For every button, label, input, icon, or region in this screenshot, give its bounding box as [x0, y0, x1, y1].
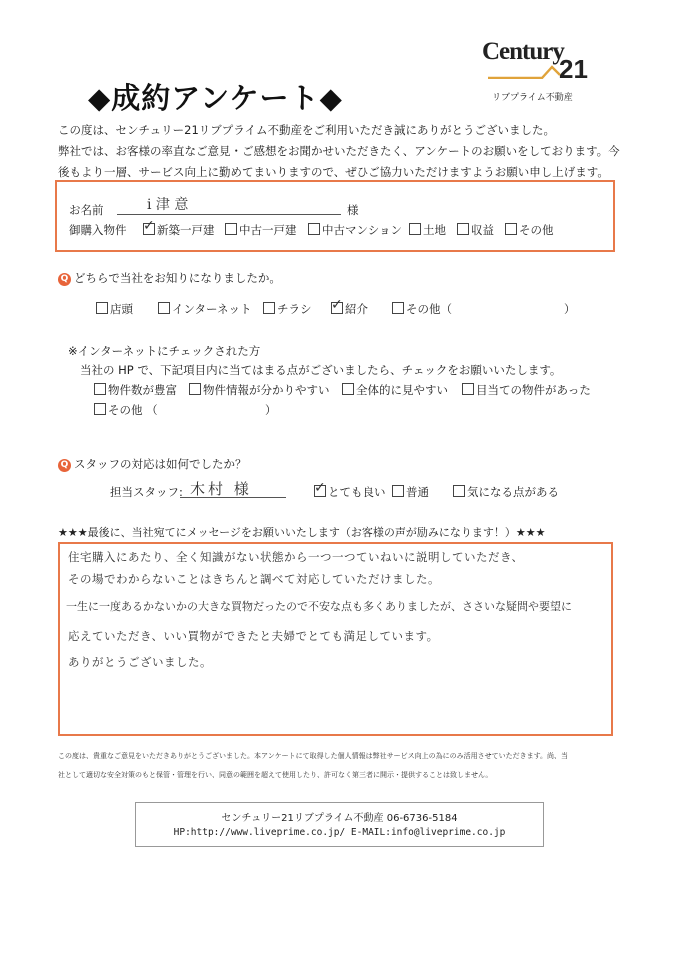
intro-line: 後もより一層、サービス向上に勤めてまいりますので、ぜひご協力いただけますようお願い申し上げます。: [58, 165, 609, 179]
property-option-other[interactable]: その他: [505, 222, 554, 238]
checkbox-icon[interactable]: [94, 403, 106, 415]
checkbox-icon[interactable]: [189, 383, 201, 395]
name-label: お名前: [69, 203, 104, 217]
property-option-used-mansion[interactable]: 中古マンション: [308, 222, 402, 238]
intro-line: この度は、センチュリー21リブプライム不動産をご利用いただき誠にありがとうございました。: [58, 123, 555, 137]
checkbox-icon[interactable]: [158, 302, 170, 314]
q2-question: Q スタッフの対応は如何でしたか？: [58, 456, 247, 472]
footnote-line: 社として適切な安全対策のもと保管・管理を行い、同意の範囲を超えて使用したり、許可なく第三者に開示・提供することは致しません。: [58, 771, 493, 779]
intro-line: 弊社では、お客様の率直なご意見・ご感想をお聞かせいただきたく、アンケートのお願いをしております。今: [58, 144, 620, 158]
customer-info-box: [55, 180, 615, 252]
contact-company-phone: センチュリー21リブプライム不動産 06-6736-5184: [221, 813, 458, 824]
message-line: その場でわからないことはきちんと調べて対応していただけました。: [68, 572, 440, 586]
checkbox-icon[interactable]: [462, 383, 474, 395]
staff-name-handwritten[interactable]: 木村 様: [190, 480, 252, 498]
checkbox-checked-icon[interactable]: [314, 485, 326, 497]
century21-logo: [478, 38, 598, 102]
name-underline: [117, 214, 341, 215]
checkbox-icon[interactable]: [96, 302, 108, 314]
q1-other-close: ）: [564, 302, 576, 316]
contact-box: [135, 802, 544, 847]
checkbox-icon[interactable]: [342, 383, 354, 395]
message-line: 一生に一度あるかないかの大きな買物だったので不安な点も多くありましたが、ささいな疑問や要望に: [66, 600, 572, 613]
internet-option-found-target[interactable]: 目当ての物件があった: [462, 382, 591, 398]
logo-tagline: リブプライム不動産: [492, 93, 573, 103]
internet-option-easy-to-see[interactable]: 全体的に見やすい: [342, 382, 448, 398]
internet-instruction: 当社の HP で、下記項目内に当てはまる点がございましたら、チェックをお願いいたします。: [80, 363, 562, 377]
property-option-new-house[interactable]: ✓ 新築一戸建: [143, 222, 215, 238]
checkbox-icon[interactable]: [392, 485, 404, 497]
property-label: 御購入物件: [69, 223, 127, 237]
checkbox-icon[interactable]: [308, 223, 320, 235]
q2-option-concern[interactable]: 気になる点がある: [453, 484, 559, 500]
privacy-footnote: [58, 747, 628, 785]
checkbox-checked-icon[interactable]: [331, 302, 343, 314]
property-option-land[interactable]: 土地: [409, 222, 446, 238]
logo-brand-word: Century: [482, 38, 564, 65]
question-icon: Q: [58, 459, 71, 472]
message-line: 応えていただき、いい買物ができたと夫婦でとても満足しています。: [68, 629, 439, 643]
question-icon: Q: [58, 273, 71, 286]
staff-label: 担当スタッフ:: [110, 485, 183, 499]
q2-option-very-good[interactable]: ✓ とても良い: [314, 484, 386, 500]
page-title: ◆成約アンケート◆: [88, 81, 343, 115]
internet-option-other[interactable]: その他 （: [94, 402, 158, 418]
checkbox-icon[interactable]: [505, 223, 517, 235]
q1-option-store[interactable]: 店頭: [96, 301, 133, 317]
message-line: ありがとうございました。: [68, 655, 212, 669]
checkbox-icon[interactable]: [263, 302, 275, 314]
internet-heading: ※インターネットにチェックされた方: [68, 344, 261, 358]
q2-option-normal[interactable]: 普通: [392, 484, 429, 500]
contact-web-email[interactable]: HP:http://www.liveprime.co.jp/ E-MAIL:info@liveprime.co.jp: [173, 827, 506, 838]
checkbox-icon[interactable]: [409, 223, 421, 235]
message-heading: ★★★最後に、当社宛てにメッセージをお願いいたします（お客様の声が励みになります！）★★★: [58, 526, 546, 539]
honorific-label: 様: [347, 203, 359, 217]
internet-option-many-properties[interactable]: 物件数が豊富: [94, 382, 177, 398]
q1-option-flyer[interactable]: チラシ: [263, 301, 312, 317]
logo-roof-icon: [486, 65, 562, 79]
checkbox-icon[interactable]: [392, 302, 404, 314]
internet-option-clear-info[interactable]: 物件情報が分かりやすい: [189, 382, 330, 398]
property-option-income[interactable]: 収益: [457, 222, 494, 238]
q1-option-other[interactable]: その他（: [392, 301, 452, 317]
property-option-used-house[interactable]: 中古一戸建: [225, 222, 297, 238]
q1-option-referral[interactable]: ✓ 紹介: [331, 301, 368, 317]
internet-other-close: ）: [265, 403, 277, 417]
message-line: 住宅購入にあたり、全く知識がない状態から一つ一つていねいに説明していただき、: [68, 550, 524, 564]
checkbox-checked-icon[interactable]: [143, 223, 155, 235]
checkbox-icon[interactable]: [225, 223, 237, 235]
name-handwritten[interactable]: i 津 意: [147, 197, 189, 213]
footnote-line: この度は、貴重なご意見をいただきありがとうございました。本アンケートにて取得した個人情報は弊社サービス向上の為にのみ活用させていただきます。尚、当: [58, 752, 569, 760]
checkbox-icon[interactable]: [457, 223, 469, 235]
checkbox-icon[interactable]: [453, 485, 465, 497]
q1-option-internet[interactable]: インターネット: [158, 301, 251, 317]
checkbox-icon[interactable]: [94, 383, 106, 395]
logo-brand-number: 21: [559, 54, 588, 84]
q1-question: Q どちらで当社をお知りになりましたか。: [58, 270, 281, 286]
intro-text: [58, 120, 633, 183]
